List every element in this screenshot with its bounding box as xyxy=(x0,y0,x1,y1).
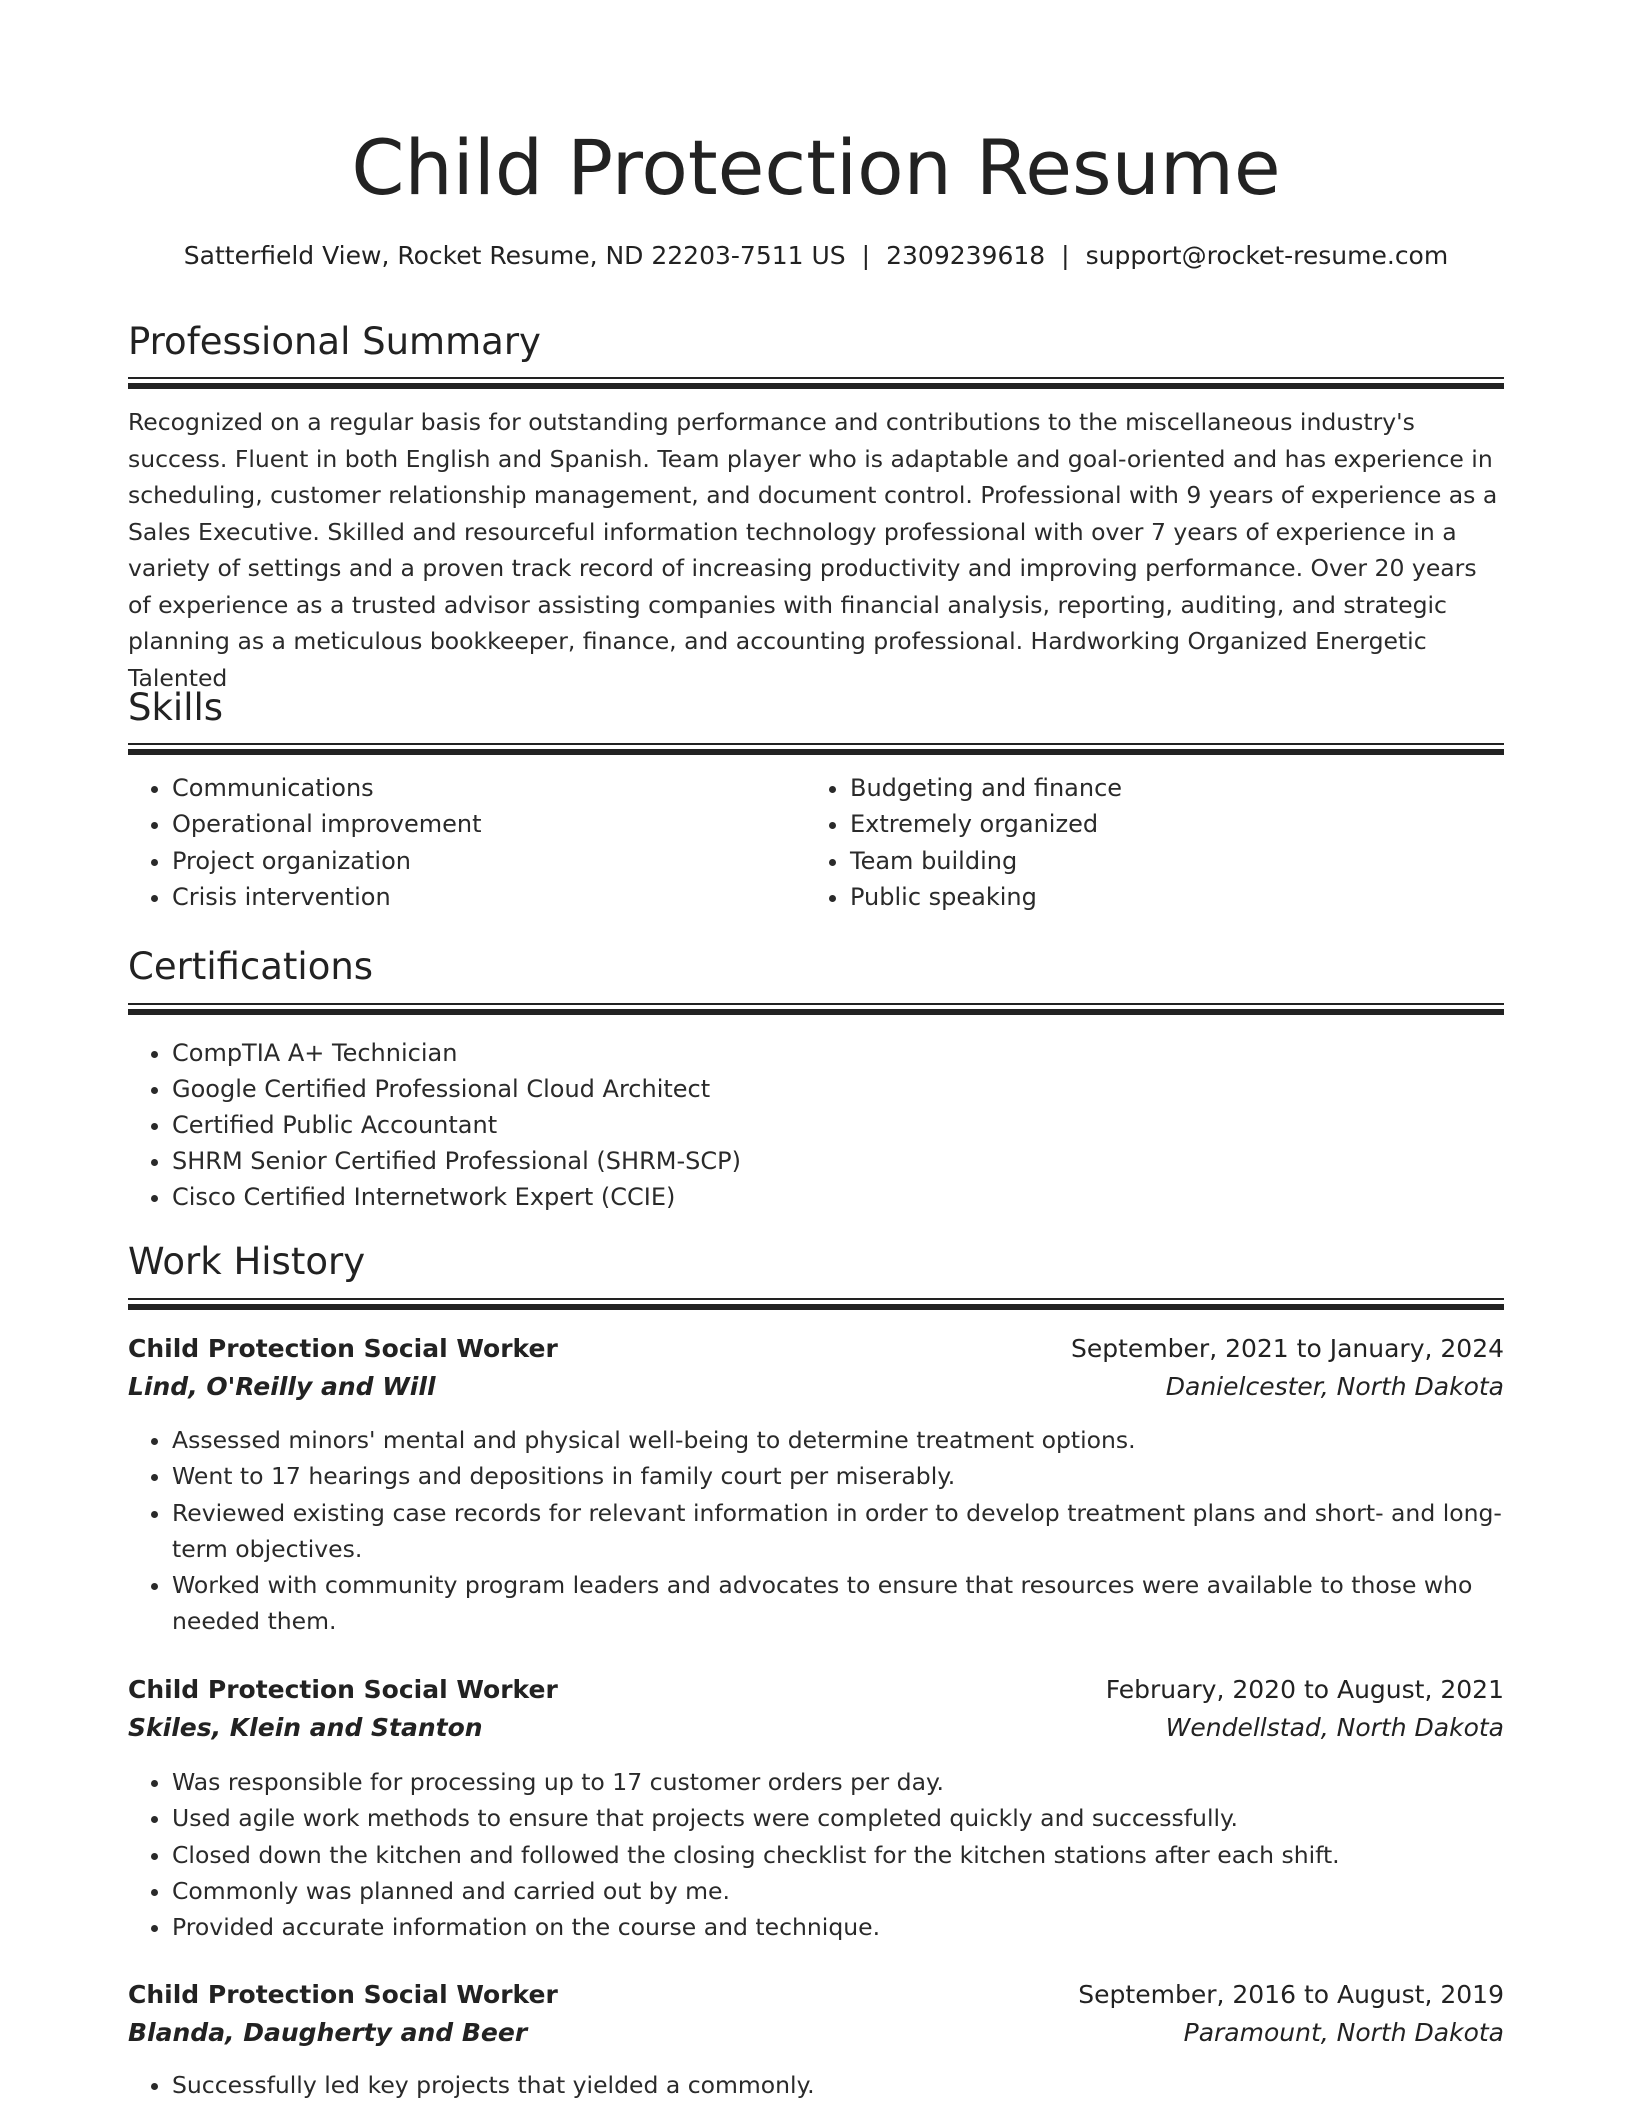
job-dates: September, 2021 to January, 2024 xyxy=(1071,1334,1504,1363)
work-heading: Work History xyxy=(128,1240,366,1283)
contact-address: Satterfield View, Rocket Resume, ND 22203-7511 US xyxy=(183,241,846,270)
job-location: Danielcester, North Dakota xyxy=(1165,1372,1504,1401)
contact-line xyxy=(128,238,1504,274)
job-company: Skiles, Klein and Stanton xyxy=(128,1713,483,1742)
job-company: Lind, O'Reilly and Will xyxy=(128,1372,436,1401)
skills-list-left xyxy=(128,770,792,915)
job-dates: February, 2020 to August, 2021 xyxy=(1105,1675,1504,1704)
contact-phone[interactable]: 2309239618 xyxy=(886,241,1046,270)
job-dates: September, 2016 to August, 2019 xyxy=(1078,1980,1504,2009)
skill-item: • Operational improvement xyxy=(172,806,792,842)
job-bullet: • Reviewed existing case records for relevant information in order to develop treatment plans and short- and long-term objectives. xyxy=(172,1495,1548,1568)
job-bullet: • Closed down the kitchen and followed the closing checklist for the kitchen stations after each shift. xyxy=(172,1837,1548,1873)
skill-item: • Crisis intervention xyxy=(172,879,792,915)
resume-title: Child Protection Resume xyxy=(351,123,1281,212)
summary-text: Recognized on a regular basis for outstanding performance and contributions to the miscellaneous industry's success. Fluent in both English and Spanish. Team player who is adaptable and goal-oriented and has experience in scheduling, customer relationship management, and document control. Professional with 9 years of experience as a Sales Executive. Skilled and resourceful information technology professional with over 7 years of experience in a variety of settings and a proven track record of increasing productivity and improving performance. Over 20 years of experience as a trusted advisor assisting companies with financial analysis, reporting, auditing, and strategic planning as a meticulous bookkeeper, finance, and accounting professional. Hardworking Organized Energetic Talented xyxy=(128,408,1498,692)
contact-separator: | xyxy=(861,241,871,270)
skill-item: • Budgeting and finance xyxy=(850,770,1470,806)
skills-heading: Skills xyxy=(128,686,224,729)
certification-item: • Certified Public Accountant xyxy=(172,1107,1548,1143)
skill-item: • Project organization xyxy=(172,843,792,879)
job-location: Wendellstad, North Dakota xyxy=(1165,1713,1504,1742)
certifications-section-header xyxy=(128,943,1504,991)
job-bullet: • Used agile work methods to ensure that projects were completed quickly and successfully. xyxy=(172,1800,1548,1836)
job-bullets xyxy=(128,2067,1548,2103)
job-bullet: • Successfully led key projects that yielded a commonly. xyxy=(172,2067,1548,2103)
summary-divider xyxy=(128,377,1504,389)
job-title: Child Protection Social Worker xyxy=(128,1675,558,1704)
skill-item: • Extremely organized xyxy=(850,806,1470,842)
job-bullet: • Commonly was planned and carried out by me. xyxy=(172,1873,1548,1909)
job-bullets xyxy=(128,1764,1548,1945)
summary-heading: Professional Summary xyxy=(128,320,541,363)
certification-item: • SHRM Senior Certified Professional (SHRM-SCP) xyxy=(172,1143,1548,1179)
certification-item: • Cisco Certified Internetwork Expert (CCIE) xyxy=(172,1179,1548,1215)
skills-list-right xyxy=(806,770,1470,915)
skills-divider xyxy=(128,743,1504,755)
job-bullets xyxy=(128,1422,1548,1640)
work-divider xyxy=(128,1298,1504,1310)
certification-item: • Google Certified Professional Cloud Architect xyxy=(172,1071,1548,1107)
job-bullet: • Provided accurate information on the course and technique. xyxy=(172,1909,1548,1945)
contact-separator: | xyxy=(1061,241,1070,270)
certifications-heading: Certifications xyxy=(128,945,374,988)
job-bullet: • Was responsible for processing up to 17 customer orders per day. xyxy=(172,1764,1548,1800)
job-bullet: • Worked with community program leaders and advocates to ensure that resources were available to those who needed them. xyxy=(172,1567,1548,1640)
certification-item: • CompTIA A+ Technician xyxy=(172,1035,1548,1071)
job-bullet: • Assessed minors' mental and physical well-being to determine treatment options. xyxy=(172,1422,1548,1458)
job-title: Child Protection Social Worker xyxy=(128,1334,558,1363)
work-section-header xyxy=(128,1238,1504,1286)
job-title: Child Protection Social Worker xyxy=(128,1980,558,2009)
skill-item: • Team building xyxy=(850,843,1470,879)
job-company: Blanda, Daugherty and Beer xyxy=(128,2018,528,2047)
contact-email[interactable]: support@rocket-resume.com xyxy=(1085,241,1449,270)
job-location: Paramount, North Dakota xyxy=(1183,2018,1504,2047)
certifications-list xyxy=(128,1035,1548,1215)
certifications-divider xyxy=(128,1003,1504,1015)
skill-item: • Communications xyxy=(172,770,792,806)
skill-item: • Public speaking xyxy=(850,879,1470,915)
summary-section-header xyxy=(128,318,1504,366)
skills-section-header xyxy=(128,684,1504,732)
job-bullet: • Went to 17 hearings and depositions in family court per miserably. xyxy=(172,1458,1548,1494)
